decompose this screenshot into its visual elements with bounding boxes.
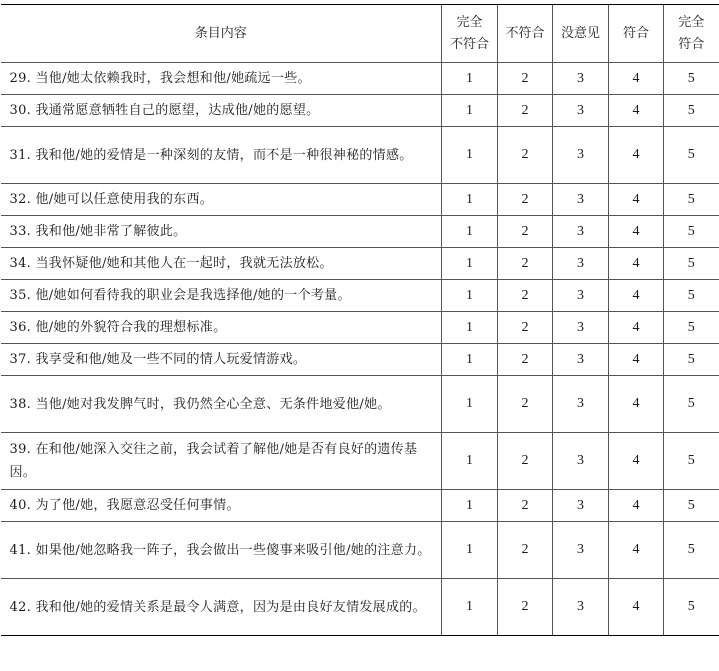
table-row [1,579,719,636]
rating-option-5[interactable]: 5 [664,490,719,522]
table-row [1,522,719,579]
rating-option-1[interactable]: 1 [442,280,498,312]
header-disagree: 不符合 [498,5,553,63]
rating-option-2[interactable]: 2 [498,490,553,522]
item-text: 29. 当他/她太依赖我时，我会想和他/她疏远一些。 [1,63,442,95]
item-text: 32. 他/她可以任意使用我的东西。 [1,184,442,216]
rating-option-4[interactable]: 4 [609,216,664,248]
rating-option-4[interactable]: 4 [609,376,664,433]
header-item-content: 条目内容 [1,5,442,63]
rating-option-2[interactable]: 2 [498,376,553,433]
header-strongly-disagree: 完全 不符合 [442,5,498,63]
table-row [1,433,719,490]
table-row [1,63,719,95]
rating-option-2[interactable]: 2 [498,433,553,490]
rating-option-3[interactable]: 3 [553,490,609,522]
header-strongly-agree: 完全 符合 [664,5,719,63]
rating-option-1[interactable]: 1 [442,522,498,579]
table-row [1,490,719,522]
table-row [1,216,719,248]
rating-option-4[interactable]: 4 [609,184,664,216]
item-text: 41. 如果他/她忽略我一阵子，我会做出一些傻事来吸引他/她的注意力。 [1,522,442,579]
item-text: 30. 我通常愿意牺牲自己的愿望，达成他/她的愿望。 [1,95,442,127]
rating-option-1[interactable]: 1 [442,433,498,490]
rating-option-1[interactable]: 1 [442,312,498,344]
rating-option-3[interactable]: 3 [553,280,609,312]
table-row [1,344,719,376]
rating-option-1[interactable]: 1 [442,248,498,280]
rating-option-1[interactable]: 1 [442,216,498,248]
rating-option-5[interactable]: 5 [664,344,719,376]
rating-option-4[interactable]: 4 [609,248,664,280]
rating-option-1[interactable]: 1 [442,344,498,376]
rating-option-5[interactable]: 5 [664,280,719,312]
item-text: 34. 当我怀疑他/她和其他人在一起时，我就无法放松。 [1,248,442,280]
rating-option-2[interactable]: 2 [498,95,553,127]
rating-option-2[interactable]: 2 [498,248,553,280]
item-text: 40. 为了他/她，我愿意忍受任何事情。 [1,490,442,522]
rating-option-4[interactable]: 4 [609,490,664,522]
item-text: 33. 我和他/她非常了解彼此。 [1,216,442,248]
rating-option-5[interactable]: 5 [664,127,719,184]
rating-option-4[interactable]: 4 [609,280,664,312]
rating-option-1[interactable]: 1 [442,490,498,522]
header-agree: 符合 [609,5,664,63]
rating-option-5[interactable]: 5 [664,579,719,636]
rating-option-3[interactable]: 3 [553,344,609,376]
rating-option-5[interactable]: 5 [664,95,719,127]
rating-option-5[interactable]: 5 [664,248,719,280]
header-neutral: 没意见 [553,5,609,63]
rating-option-2[interactable]: 2 [498,216,553,248]
item-text: 36. 他/她的外貌符合我的理想标准。 [1,312,442,344]
rating-option-3[interactable]: 3 [553,312,609,344]
item-text: 42. 我和他/她的爱情关系是最令人满意，因为是由良好友情发展成的。 [1,579,442,636]
item-text: 31. 我和他/她的爱情是一种深刻的友情，而不是一种很神秘的情感。 [1,127,442,184]
rating-option-4[interactable]: 4 [609,95,664,127]
rating-option-2[interactable]: 2 [498,579,553,636]
rating-option-2[interactable]: 2 [498,312,553,344]
rating-option-5[interactable]: 5 [664,216,719,248]
rating-option-4[interactable]: 4 [609,433,664,490]
rating-option-3[interactable]: 3 [553,376,609,433]
item-text: 38. 当他/她对我发脾气时，我仍然全心全意、无条件地爱他/她。 [1,376,442,433]
rating-option-4[interactable]: 4 [609,579,664,636]
rating-option-5[interactable]: 5 [664,184,719,216]
table-row [1,95,719,127]
rating-option-5[interactable]: 5 [664,63,719,95]
rating-option-1[interactable]: 1 [442,579,498,636]
rating-option-2[interactable]: 2 [498,127,553,184]
rating-option-5[interactable]: 5 [664,433,719,490]
rating-option-1[interactable]: 1 [442,95,498,127]
rating-option-2[interactable]: 2 [498,184,553,216]
rating-option-1[interactable]: 1 [442,127,498,184]
table-row [1,376,719,433]
rating-option-5[interactable]: 5 [664,376,719,433]
table-row [1,184,719,216]
rating-option-2[interactable]: 2 [498,280,553,312]
rating-option-1[interactable]: 1 [442,184,498,216]
rating-option-3[interactable]: 3 [553,127,609,184]
rating-option-2[interactable]: 2 [498,344,553,376]
header-row [1,5,719,63]
table-row [1,312,719,344]
table-row [1,127,719,184]
table-row [1,280,719,312]
rating-option-3[interactable]: 3 [553,248,609,280]
item-text: 37. 我享受和他/她及一些不同的情人玩爱情游戏。 [1,344,442,376]
rating-option-3[interactable]: 3 [553,579,609,636]
rating-option-3[interactable]: 3 [553,184,609,216]
rating-option-4[interactable]: 4 [609,312,664,344]
rating-option-3[interactable]: 3 [553,522,609,579]
rating-option-2[interactable]: 2 [498,522,553,579]
rating-option-4[interactable]: 4 [609,522,664,579]
rating-option-4[interactable]: 4 [609,63,664,95]
rating-option-3[interactable]: 3 [553,216,609,248]
rating-option-4[interactable]: 4 [609,127,664,184]
rating-option-3[interactable]: 3 [553,95,609,127]
rating-option-1[interactable]: 1 [442,63,498,95]
rating-option-3[interactable]: 3 [553,63,609,95]
rating-option-5[interactable]: 5 [664,312,719,344]
rating-option-1[interactable]: 1 [442,376,498,433]
rating-option-5[interactable]: 5 [664,522,719,579]
item-text: 35. 他/她如何看待我的职业会是我选择他/她的一个考量。 [1,280,442,312]
table-row [1,248,719,280]
item-text: 39. 在和他/她深入交往之前，我会试着了解他/她是否有良好的遗传基因。 [1,433,442,490]
rating-option-2[interactable]: 2 [498,63,553,95]
rating-option-3[interactable]: 3 [553,433,609,490]
questionnaire-table [1,4,719,636]
rating-option-4[interactable]: 4 [609,344,664,376]
